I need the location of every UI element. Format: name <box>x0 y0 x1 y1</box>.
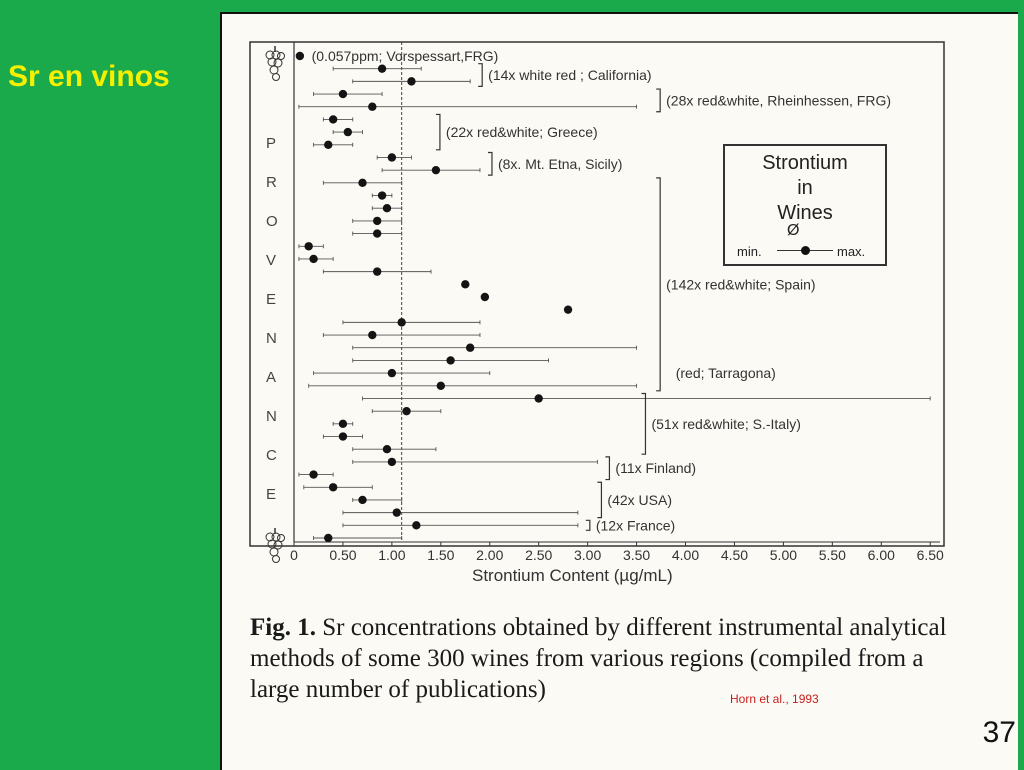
provenance-letter: A <box>266 369 277 386</box>
mean-point <box>368 331 376 339</box>
mean-point <box>373 217 381 225</box>
figure-panel <box>220 12 1018 770</box>
mean-point <box>402 407 410 415</box>
legend-title-line1: Strontium <box>762 152 848 174</box>
provenance-letter: O <box>266 213 278 230</box>
mean-point <box>339 432 347 440</box>
group-label: (142x red&white; Spain) <box>666 276 816 293</box>
mean-point <box>324 141 332 149</box>
legend-title <box>725 151 885 226</box>
mean-point <box>358 179 366 187</box>
legend-min-label: min. <box>737 244 762 259</box>
mean-point <box>446 356 454 364</box>
mean-point <box>339 90 347 98</box>
provenance-letter: C <box>266 447 277 464</box>
x-tick-label: 2.00 <box>476 547 504 563</box>
mean-point <box>432 166 440 174</box>
mean-point <box>309 255 317 263</box>
group-label: (42x USA) <box>607 491 673 508</box>
mean-point <box>461 280 469 288</box>
group-bracket <box>436 114 440 149</box>
mean-point <box>388 369 396 377</box>
mean-point <box>393 508 401 516</box>
source-credit: Horn et al., 1993 <box>730 692 819 706</box>
group-label: (28x red&white, Rheinhessen, FRG) <box>666 92 892 109</box>
mean-point <box>378 191 386 199</box>
provenance-letter: E <box>266 291 277 308</box>
group-bracket <box>656 89 660 112</box>
provenance-letter: N <box>266 330 277 347</box>
group-label: (51x red&white; S.-Italy) <box>651 415 801 432</box>
provenance-letter: V <box>266 252 277 269</box>
page-number: 37 <box>982 716 1016 749</box>
figure-caption <box>250 612 970 705</box>
x-axis-label: Strontium Content (µg/mL) <box>472 566 673 585</box>
group-label: (8x. Mt. Etna, Sicily) <box>497 155 623 172</box>
mean-point <box>397 318 405 326</box>
x-tick-label: 1.00 <box>378 547 406 563</box>
group-bracket <box>656 178 660 391</box>
legend-mean-dot <box>801 246 810 255</box>
mean-point <box>388 153 396 161</box>
legend-title-line3: Wines <box>777 202 833 224</box>
grape-cluster-icon-bottom <box>264 526 286 566</box>
x-tick-label: 6.50 <box>916 547 944 563</box>
x-tick-label: 0 <box>290 547 298 563</box>
x-tick-label: 6.00 <box>867 547 895 563</box>
mean-point <box>383 445 391 453</box>
mean-point <box>407 77 415 85</box>
mean-point <box>466 344 474 352</box>
mean-point <box>358 496 366 504</box>
mean-point <box>368 103 376 111</box>
group-label: (14x white red ; California) <box>488 67 652 84</box>
legend-mean-symbol: Ø <box>787 222 800 239</box>
x-tick-label: 5.00 <box>769 547 798 563</box>
x-tick-label: 3.00 <box>574 547 602 563</box>
x-tick-label: 2.50 <box>525 547 553 563</box>
group-label: (red; Tarragona) <box>675 365 776 382</box>
mean-point <box>344 128 352 136</box>
group-label: (11x Finland) <box>615 460 697 477</box>
mean-point <box>329 115 337 123</box>
group-bracket <box>478 64 482 87</box>
slide-title: Sr en vinos <box>8 60 170 93</box>
group-label: (0.057ppm; Vorspessart,FRG) <box>311 48 499 64</box>
mean-point <box>388 458 396 466</box>
mean-point <box>534 394 542 402</box>
mean-point <box>378 64 386 72</box>
figure-caption-text: Sr concentrations obtained by different instrumental analytical methods of some 300 wines from various regions (compiled from a large number of publications) <box>250 614 947 703</box>
provenance-letter: R <box>266 174 277 191</box>
group-bracket <box>586 520 590 530</box>
x-tick-label: 0.50 <box>329 547 357 563</box>
provenance-axis-label <box>266 124 278 514</box>
grape-cluster-icon-top <box>264 44 286 84</box>
group-bracket <box>605 457 609 480</box>
x-tick-label: 3.50 <box>622 547 651 563</box>
legend-max-label: max. <box>837 244 866 259</box>
legend-title-line2: in <box>797 177 813 199</box>
figure-caption-label: Fig. 1. <box>250 614 316 641</box>
group-bracket <box>488 152 492 175</box>
mean-point <box>329 483 337 491</box>
strontium-chart <box>222 14 1018 604</box>
legend-box <box>723 144 887 266</box>
mean-point <box>339 420 347 428</box>
x-tick-label: 4.00 <box>671 547 700 563</box>
mean-point <box>296 52 304 60</box>
plot-frame <box>250 42 944 546</box>
mean-point <box>373 229 381 237</box>
mean-point <box>324 534 332 542</box>
group-label: (12x France) <box>595 517 676 534</box>
group-label: (22x red&white; Greece) <box>445 124 598 141</box>
mean-point <box>304 242 312 250</box>
mean-point <box>481 293 489 301</box>
mean-point <box>564 305 572 313</box>
x-tick-label: 1.50 <box>427 547 455 563</box>
provenance-letter: P <box>266 135 277 152</box>
mean-point <box>309 470 317 478</box>
mean-point <box>412 521 420 529</box>
mean-point <box>373 267 381 275</box>
group-bracket <box>597 482 601 517</box>
mean-point <box>383 204 391 212</box>
x-tick-label: 4.50 <box>720 547 749 563</box>
x-tick-label: 5.50 <box>818 547 846 563</box>
provenance-letter: N <box>266 408 277 425</box>
group-bracket <box>641 393 645 454</box>
provenance-letter: E <box>266 486 277 503</box>
mean-point <box>437 382 445 390</box>
